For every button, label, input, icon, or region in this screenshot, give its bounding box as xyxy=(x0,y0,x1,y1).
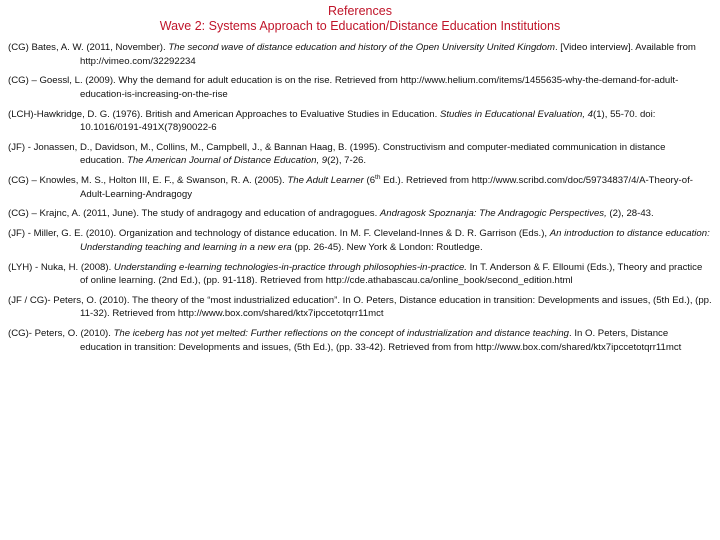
reference-text: (JF) - Miller, G. E. (2010). Organization and technology of distance education. In M. F. Cleveland-Innes & D. R. Garrison (Eds.), xyxy=(8,228,550,240)
reference-entry xyxy=(8,174,712,201)
reference-text: (CG) Bates, A. W. (2011, November). xyxy=(8,42,169,53)
reference-entry xyxy=(8,294,712,321)
reference-italic: Andragosk Spoznanja: The Andragogic Perspectives, xyxy=(379,208,607,220)
reference-list xyxy=(8,41,712,360)
reference-entry xyxy=(8,227,712,254)
reference-italic: The Adult Learner xyxy=(287,175,364,187)
reference-entry xyxy=(8,261,712,288)
reference-entry xyxy=(8,327,712,354)
reference-text: In T. Anderson & F. Elloumi (Eds.), Theory and practice of online learning. (2nd Ed.), (pp. 91-118). Retrieved from http://cde.athabascau.ca/online_book/second_edition.html xyxy=(80,261,703,287)
reference-text: (CG)- Peters, O. (2010). xyxy=(8,328,114,340)
reference-italic: Studies in Educational Evaluation, 4 xyxy=(439,108,594,120)
reference-text: (LYH) - Nuka, H. (2008). xyxy=(8,261,114,273)
reference-text: . [Video interview]. Available from http://vimeo.com/32292234 xyxy=(80,42,696,67)
slide-title: References xyxy=(328,4,392,18)
reference-text: Ed.). Retrieved from http://www.scribd.com/doc/59734837/4/A-Theory-of-Adult-Learning-Andragogy xyxy=(80,175,693,200)
reference-entry xyxy=(8,74,712,101)
slide-subtitle: Wave 2: Systems Approach to Education/Distance Education Institutions xyxy=(159,19,561,33)
reference-text: . In O. Peters, Distance education in transition: Developments and issues, (5th Ed.), (pp. 33-42). Retrieved from from http://www.box.com/shared/ktx7ipccetotqrr11mct xyxy=(80,328,682,353)
reference-italic: The American Journal of Distance Education, 9 xyxy=(126,155,328,167)
reference-italic: The second wave of distance education and history of the Open University United Kingdom xyxy=(168,42,555,53)
reference-entry xyxy=(8,207,712,221)
reference-italic: Understanding e-learning technologies-in-practice through philosophies-in-practice. xyxy=(113,261,467,273)
reference-entry xyxy=(8,41,712,68)
reference-text: (CG) – Goessl, L. (2009). Why the demand for adult education is on the rise. Retrieved from http://www.helium.com/items/1455635-why-the-demand-for-adult-education-is-increasing-on-the-rise xyxy=(8,75,679,100)
reference-text: (2), 28-43. xyxy=(606,208,654,220)
reference-text: (CG) – Knowles, M. S., Holton III, E. F., & Swanson, R. A. (2005). xyxy=(8,175,288,187)
reference-italic: The iceberg has not yet melted: Further reflections on the concept of industrialization and distance teaching xyxy=(113,328,569,340)
reference-text: (LCH)-Hawkridge, D. G. (1976). British and American Approaches to Evaluative Studies in Education. xyxy=(8,108,440,120)
reference-text: (CG) – Krajnc, A. (2011, June). The study of andragogy and education of andragogues. xyxy=(8,208,380,220)
reference-italic: An introduction to distance education: Understanding teaching and learning in a new era xyxy=(80,228,710,253)
reference-text: (JF) - Jonassen, D., Davidson, M., Collins, M., Campbell, J., & Bannan Haag, B. (1995). Constructivism and computer-mediated communication in distance education. xyxy=(8,141,666,167)
reference-text: (2), 7-26. xyxy=(327,155,367,167)
reference-text: (JF / CG)- Peters, O. (2010). The theory of the “most industrialized education”. In O. Peters, Distance education in transition: Developments and issues, (5th Ed.), (pp. 11-32). Retrieved from http://www.box.com/shared/ktx7ipccetotqrr11mct xyxy=(8,294,712,320)
reference-entry xyxy=(8,141,712,168)
slide-heading xyxy=(0,0,720,34)
reference-text: (pp. 26-45). New York & London: Routledge. xyxy=(291,241,483,253)
reference-superscript: th xyxy=(375,174,381,181)
reference-text: (1), 55-70. doi: 10.1016/0191-491X(78)90022-6 xyxy=(80,108,656,134)
reference-text: (6 xyxy=(363,175,376,187)
reference-entry xyxy=(8,108,712,135)
